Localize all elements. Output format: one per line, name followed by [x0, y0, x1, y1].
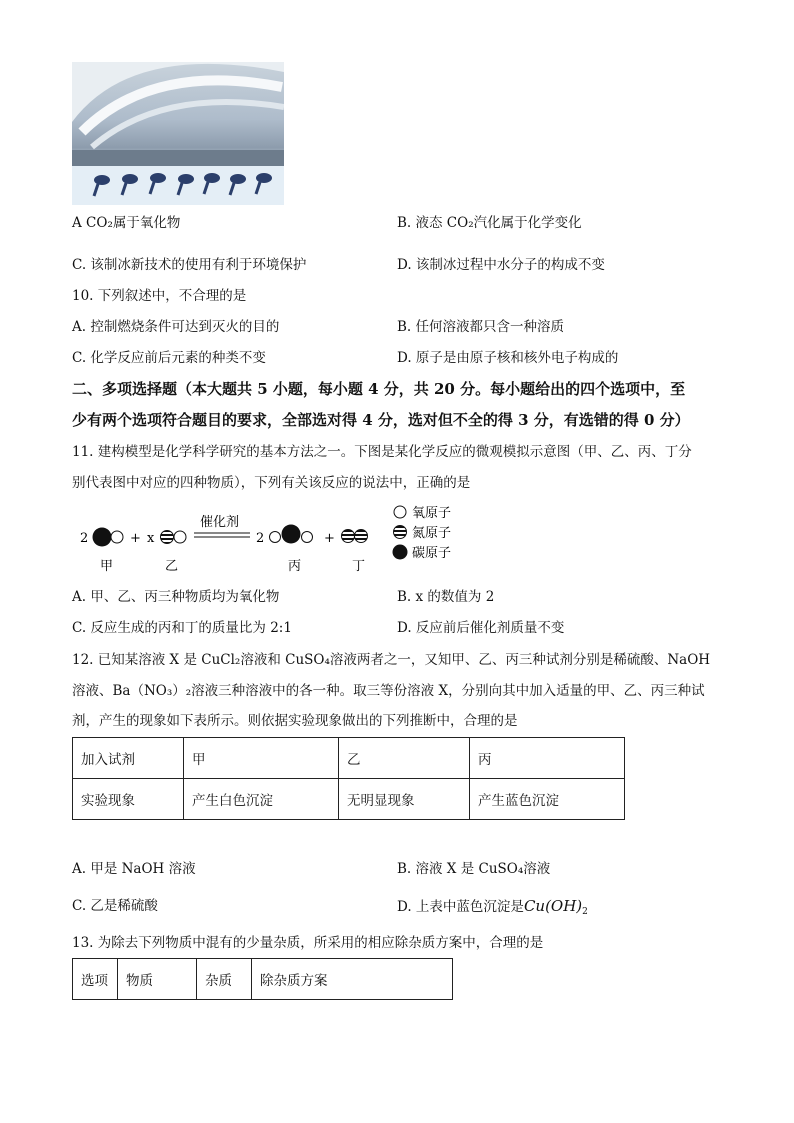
section2-heading-line1: 二、多项选择题（本大题共 5 小题，每小题 4 分，共 20 分。每小题给出的四个选项中，至	[72, 380, 686, 398]
q11-stem-line2: 别代表图中对应的四种物质），下列有关该反应的说法中，正确的是	[72, 475, 471, 491]
q12-stem-line1: 12. 已知某溶液 X 是 CuCl₂溶液和 CuSO₄溶液两者之一，又知甲、乙、丙三种试剂分别是稀硫酸、NaOH	[72, 652, 711, 668]
plus-sign-1: +	[130, 531, 141, 546]
table-header-cell: 选项	[73, 959, 118, 1000]
table-cell: 实验现象	[73, 779, 184, 820]
oxygen-atom	[270, 532, 281, 543]
q12-option-c: C. 乙是稀硫酸	[72, 898, 158, 914]
q12-option-a: A. 甲是 NaOH 溶液	[72, 861, 196, 877]
table-header-cell: 物质	[118, 959, 197, 1000]
q12-stem-line3: 剂，产生的现象如下表所示。则依据实验现象做出的下列推断中，合理的是	[72, 713, 518, 729]
table-header-cell: 除杂质方案	[252, 959, 453, 1000]
q12-option-d-subscript: 2	[582, 907, 588, 917]
oxygen-atom	[174, 531, 186, 543]
coef-bing: 2	[256, 531, 265, 546]
q9-option-a: A CO₂属于氧化物	[72, 215, 181, 231]
legend-oxygen-icon	[394, 506, 406, 518]
table-cell: 丙	[470, 738, 625, 779]
table-cell: 乙	[339, 738, 470, 779]
q12-stem-line2: 溶液、Ba（NO₃）₂溶液三种溶液中的各一种。取三等份溶液 X，分别向其中加入适量的甲、乙、丙三种试	[72, 683, 705, 699]
q13-stem: 13. 为除去下列物质中混有的少量杂质，所采用的相应除杂质方案中，合理的是	[72, 935, 544, 951]
table-cell: 加入试剂	[73, 738, 184, 779]
table-row	[73, 779, 625, 820]
q12-results-table	[72, 737, 625, 820]
carbon-atom	[282, 525, 301, 544]
q12-option-d-formula: Cu(OH)	[523, 897, 583, 915]
table-row	[73, 738, 625, 779]
nitrogen-atom	[355, 530, 368, 543]
label-yi: 乙	[165, 559, 179, 574]
q10-option-d: D. 原子是由原子核和核外电子构成的	[397, 350, 619, 366]
carbon-atom	[93, 528, 112, 547]
q12-option-b: B. 溶液 X 是 CuSO₄溶液	[397, 861, 551, 877]
skating-venue-illustration	[72, 62, 284, 205]
q12-option-d-text: D. 上表中蓝色沉淀是	[397, 899, 524, 915]
legend-carbon-label: 碳原子	[412, 546, 452, 561]
q9-option-d: D. 该制冰过程中水分子的构成不变	[397, 257, 605, 273]
q12-option-d	[397, 896, 588, 922]
skating-venue-photo	[72, 62, 284, 205]
q13-options-table	[72, 958, 453, 1000]
table-header-cell: 杂质	[197, 959, 252, 1000]
label-ding: 丁	[352, 559, 366, 574]
q11-stem-line1: 11. 建构模型是化学科学研究的基本方法之一。下图是某化学反应的微观模拟示意图（甲、乙、丙、丁分	[72, 444, 692, 460]
label-jia: 甲	[100, 559, 114, 574]
q11-option-d: D. 反应前后催化剂质量不变	[397, 620, 565, 636]
table-cell: 产生白色沉淀	[184, 779, 339, 820]
q9-option-b: B. 液态 CO₂汽化属于化学变化	[397, 215, 582, 231]
table-cell: 无明显现象	[339, 779, 470, 820]
nitrogen-atom	[342, 530, 355, 543]
table-row	[73, 959, 453, 1000]
legend-carbon-icon	[393, 545, 408, 560]
legend-nitrogen-icon	[394, 526, 407, 539]
q10-option-a: A. 控制燃烧条件可达到灭火的目的	[72, 319, 280, 335]
table-cell: 产生蓝色沉淀	[470, 779, 625, 820]
q10-option-c: C. 化学反应前后元素的种类不变	[72, 350, 266, 366]
q9-option-c: C. 该制冰新技术的使用有利于环境保护	[72, 257, 307, 273]
coef-jia: 2	[80, 531, 89, 546]
table-cell: 甲	[184, 738, 339, 779]
plus-sign-2: +	[324, 531, 335, 546]
nitrogen-atom	[161, 531, 174, 544]
label-bing: 丙	[288, 559, 302, 574]
catalyst-label: 催化剂	[200, 515, 240, 530]
q11-option-c: C. 反应生成的丙和丁的质量比为 2:1	[72, 620, 292, 636]
section2-heading-line2: 少有两个选项符合题目的要求，全部选对得 4 分，选对但不全的得 3 分，有选错的得 0 分）	[72, 411, 690, 429]
legend-nitrogen-label: 氮原子	[412, 526, 452, 541]
coef-yi: x	[147, 531, 155, 546]
q11-option-b: B. x 的数值为 2	[397, 589, 495, 605]
q10-option-b: B. 任何溶液都只含一种溶质	[397, 319, 565, 335]
oxygen-atom	[302, 532, 313, 543]
reaction-diagram	[72, 502, 492, 584]
legend-oxygen-label: 氧原子	[412, 506, 452, 521]
q11-option-a: A. 甲、乙、丙三种物质均为氧化物	[72, 589, 280, 605]
oxygen-atom	[111, 531, 123, 543]
q10-stem: 10. 下列叙述中，不合理的是	[72, 288, 247, 304]
